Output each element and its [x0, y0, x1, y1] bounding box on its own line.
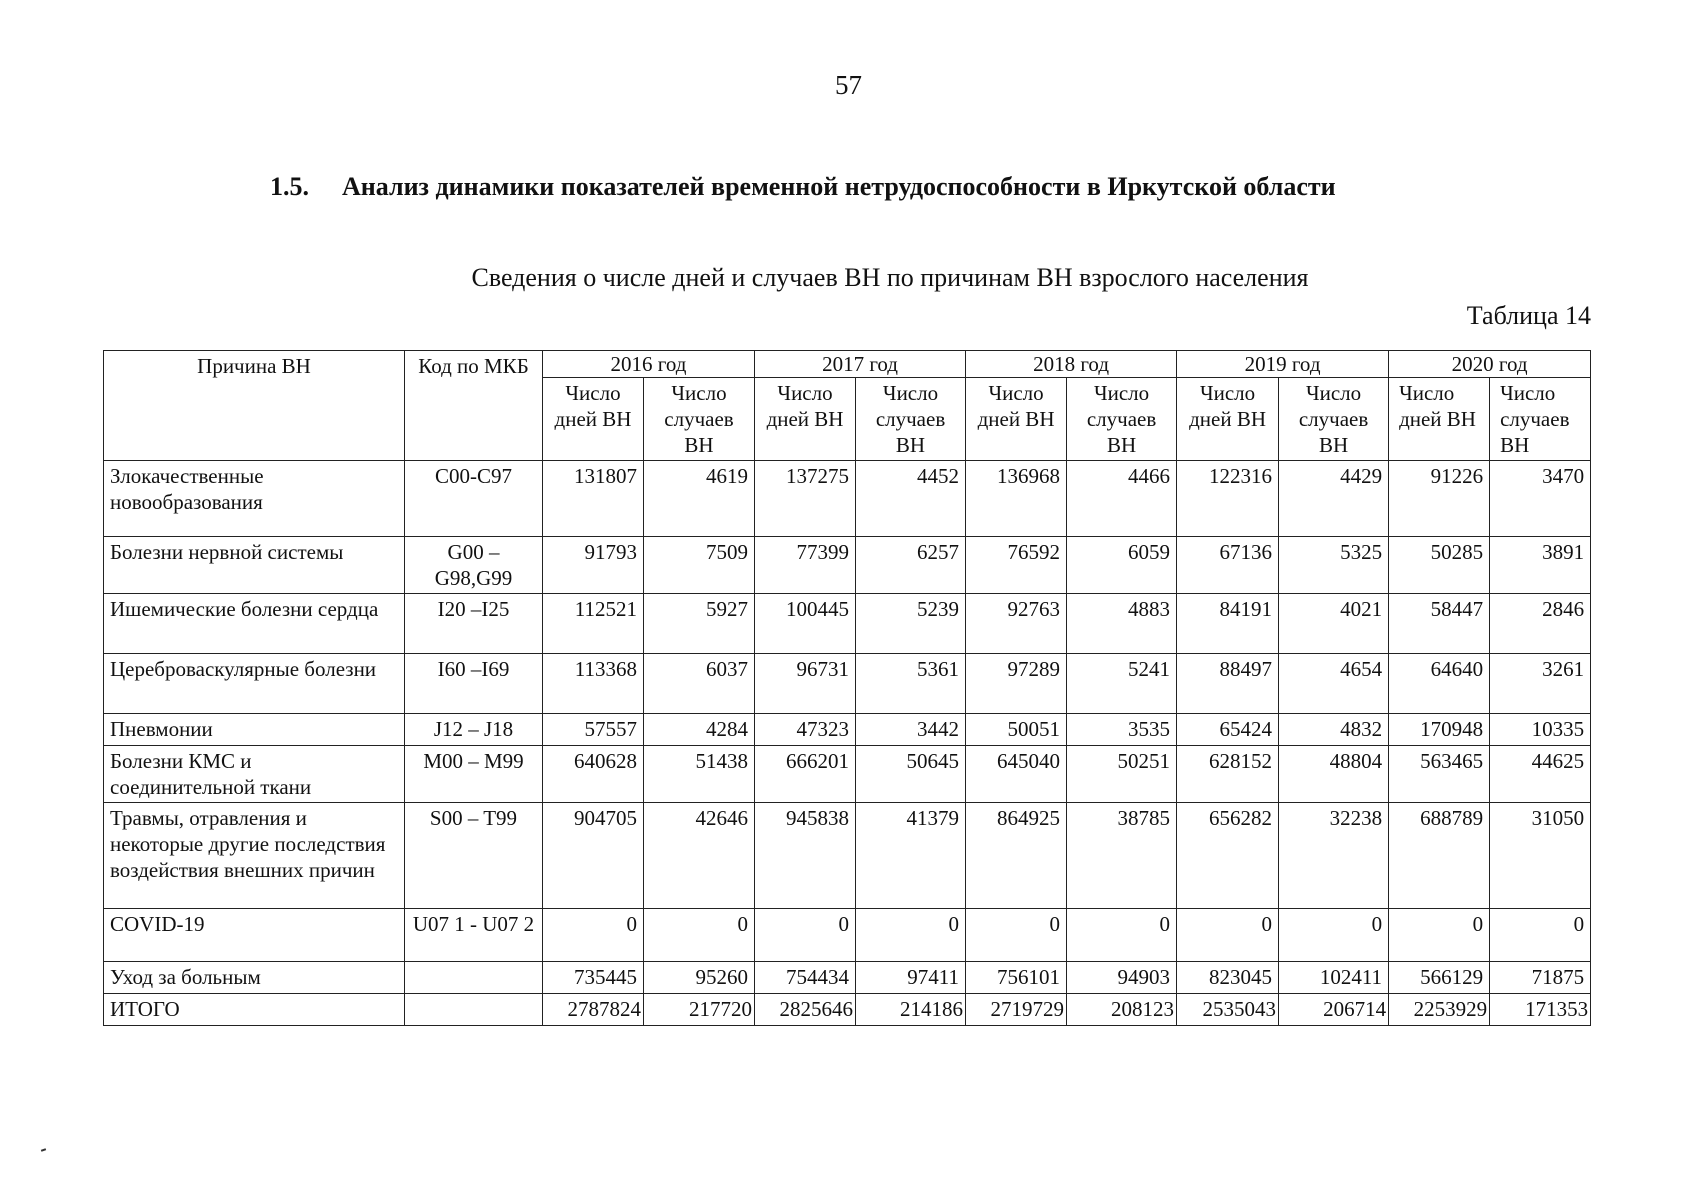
header-cases: Число случаев ВН — [1279, 378, 1389, 461]
table-row — [104, 461, 1591, 537]
cell-value: 735445 — [543, 962, 644, 994]
cell-value: 41379 — [856, 803, 966, 909]
cell-value: 688789 — [1389, 803, 1490, 909]
cell-value: 563465 — [1389, 746, 1490, 803]
cell-value: 645040 — [966, 746, 1067, 803]
cell-value: 65424 — [1177, 714, 1279, 746]
page-number: 57 — [835, 70, 862, 100]
cell-value: 6059 — [1067, 537, 1177, 594]
header-cases: Число случаев ВН — [1067, 378, 1177, 461]
table-row — [104, 962, 1591, 994]
section-title: Анализ динамики показателей временной нетрудоспособности в Иркутской области — [342, 172, 1336, 201]
cell-value: 666201 — [755, 746, 856, 803]
cell-code: I60 –I69 — [405, 654, 543, 714]
cell-value: 640628 — [543, 746, 644, 803]
section-heading — [270, 172, 1336, 202]
cell-value: 0 — [1067, 909, 1177, 962]
cell-value: 2846 — [1490, 594, 1591, 654]
cell-value: 4883 — [1067, 594, 1177, 654]
cell-value: 97289 — [966, 654, 1067, 714]
cell-value: 91226 — [1389, 461, 1490, 537]
cell-value: 3891 — [1490, 537, 1591, 594]
cell-value: 10335 — [1490, 714, 1591, 746]
cell-value: 3261 — [1490, 654, 1591, 714]
cell-value: 656282 — [1177, 803, 1279, 909]
cell-value: 823045 — [1177, 962, 1279, 994]
cell-value: 214186 — [856, 994, 966, 1026]
cell-value: 113368 — [543, 654, 644, 714]
cell-value: 0 — [1279, 909, 1389, 962]
cell-value: 64640 — [1389, 654, 1490, 714]
cell-value: 4654 — [1279, 654, 1389, 714]
cell-value: 51438 — [644, 746, 755, 803]
header-year: 2019 год — [1177, 351, 1389, 378]
cell-cause: Цереброваскулярные болезни — [104, 654, 405, 714]
cell-value: 628152 — [1177, 746, 1279, 803]
cell-value: 88497 — [1177, 654, 1279, 714]
table-label: Таблица 14 — [1466, 301, 1591, 330]
cell-value: 57557 — [543, 714, 644, 746]
scan-mark — [41, 1148, 46, 1152]
table-subtitle: Сведения о числе дней и случаев ВН по причинам ВН взрослого населения — [471, 263, 1309, 292]
cell-code — [405, 994, 543, 1026]
cell-value: 2719729 — [966, 994, 1067, 1026]
cell-value: 58447 — [1389, 594, 1490, 654]
cell-code: J12 – J18 — [405, 714, 543, 746]
cell-value: 3470 — [1490, 461, 1591, 537]
cell-value: 38785 — [1067, 803, 1177, 909]
disability-table — [103, 350, 1591, 1026]
header-days: Число дней ВН — [966, 378, 1067, 461]
cell-value: 32238 — [1279, 803, 1389, 909]
cell-value: 42646 — [644, 803, 755, 909]
cell-value: 864925 — [966, 803, 1067, 909]
cell-value: 4021 — [1279, 594, 1389, 654]
header-cases: Число случаев ВН — [1490, 378, 1591, 461]
table-row — [104, 909, 1591, 962]
cell-value: 44625 — [1490, 746, 1591, 803]
cell-value: 2787824 — [543, 994, 644, 1026]
cell-value: 5325 — [1279, 537, 1389, 594]
cell-value: 4619 — [644, 461, 755, 537]
cell-value: 6037 — [644, 654, 755, 714]
cell-value: 4429 — [1279, 461, 1389, 537]
cell-value: 97411 — [856, 962, 966, 994]
cell-value: 3535 — [1067, 714, 1177, 746]
cell-value: 0 — [755, 909, 856, 962]
cell-value: 5239 — [856, 594, 966, 654]
cell-code — [405, 962, 543, 994]
cell-value: 76592 — [966, 537, 1067, 594]
cell-code: S00 – T99 — [405, 803, 543, 909]
cell-code: U07 1 - U07 2 — [405, 909, 543, 962]
cell-value: 6257 — [856, 537, 966, 594]
cell-value: 67136 — [1177, 537, 1279, 594]
header-cause: Причина ВН — [104, 351, 405, 461]
cell-value: 2253929 — [1389, 994, 1490, 1026]
table-row — [104, 594, 1591, 654]
cell-value: 100445 — [755, 594, 856, 654]
cell-value: 0 — [1177, 909, 1279, 962]
cell-value: 0 — [543, 909, 644, 962]
cell-code: С00-С97 — [405, 461, 543, 537]
cell-cause: COVID-19 — [104, 909, 405, 962]
cell-value: 77399 — [755, 537, 856, 594]
table-row — [104, 537, 1591, 594]
header-icd-code: Код по МКБ — [405, 351, 543, 461]
table-row — [104, 654, 1591, 714]
cell-value: 96731 — [755, 654, 856, 714]
cell-value: 84191 — [1177, 594, 1279, 654]
header-row-years — [104, 351, 1591, 378]
header-cases: Число случаев ВН — [644, 378, 755, 461]
cell-value: 4452 — [856, 461, 966, 537]
cell-value: 0 — [1389, 909, 1490, 962]
cell-cause: Ишемические болезни сердца — [104, 594, 405, 654]
cell-value: 50645 — [856, 746, 966, 803]
cell-value: 5927 — [644, 594, 755, 654]
cell-value: 5241 — [1067, 654, 1177, 714]
cell-code: M00 – M99 — [405, 746, 543, 803]
cell-code: G00 – G98,G99 — [405, 537, 543, 594]
cell-value: 171353 — [1490, 994, 1591, 1026]
cell-cause: Уход за больным — [104, 962, 405, 994]
cell-value: 756101 — [966, 962, 1067, 994]
section-number: 1.5. — [270, 172, 309, 201]
table-row — [104, 746, 1591, 803]
cell-value: 945838 — [755, 803, 856, 909]
cell-value: 91793 — [543, 537, 644, 594]
cell-cause: ИТОГО — [104, 994, 405, 1026]
header-year: 2018 год — [966, 351, 1177, 378]
cell-value: 0 — [1490, 909, 1591, 962]
cell-value: 904705 — [543, 803, 644, 909]
cell-value: 566129 — [1389, 962, 1490, 994]
cell-cause: Болезни КМС и соединительной ткани — [104, 746, 405, 803]
cell-value: 0 — [966, 909, 1067, 962]
cell-value: 50285 — [1389, 537, 1490, 594]
cell-value: 3442 — [856, 714, 966, 746]
cell-value: 131807 — [543, 461, 644, 537]
cell-value: 50051 — [966, 714, 1067, 746]
cell-value: 48804 — [1279, 746, 1389, 803]
cell-cause: Травмы, отравления и некоторые другие последствия воздействия внешних причин — [104, 803, 405, 909]
header-cases: Число случаев ВН — [856, 378, 966, 461]
cell-value: 71875 — [1490, 962, 1591, 994]
header-days: Число дней ВН — [543, 378, 644, 461]
cell-value: 0 — [856, 909, 966, 962]
header-year: 2020 год — [1389, 351, 1591, 378]
cell-value: 4284 — [644, 714, 755, 746]
cell-value: 0 — [644, 909, 755, 962]
cell-value: 217720 — [644, 994, 755, 1026]
cell-value: 137275 — [755, 461, 856, 537]
cell-value: 4466 — [1067, 461, 1177, 537]
table-row — [104, 714, 1591, 746]
cell-value: 122316 — [1177, 461, 1279, 537]
cell-code: I20 –I25 — [405, 594, 543, 654]
cell-value: 92763 — [966, 594, 1067, 654]
header-days: Число дней ВН — [1389, 378, 1490, 461]
table-row — [104, 803, 1591, 909]
cell-value: 31050 — [1490, 803, 1591, 909]
cell-value: 50251 — [1067, 746, 1177, 803]
cell-value: 206714 — [1279, 994, 1389, 1026]
cell-value: 95260 — [644, 962, 755, 994]
cell-cause: Болезни нервной системы — [104, 537, 405, 594]
cell-value: 2825646 — [755, 994, 856, 1026]
cell-value: 208123 — [1067, 994, 1177, 1026]
table-row-total — [104, 994, 1591, 1026]
cell-value: 7509 — [644, 537, 755, 594]
header-year: 2016 год — [543, 351, 755, 378]
header-year: 2017 год — [755, 351, 966, 378]
cell-value: 94903 — [1067, 962, 1177, 994]
cell-value: 170948 — [1389, 714, 1490, 746]
cell-value: 47323 — [755, 714, 856, 746]
cell-value: 4832 — [1279, 714, 1389, 746]
cell-value: 136968 — [966, 461, 1067, 537]
cell-cause: Злокачественные новообразования — [104, 461, 405, 537]
cell-value: 754434 — [755, 962, 856, 994]
cell-value: 5361 — [856, 654, 966, 714]
cell-cause: Пневмонии — [104, 714, 405, 746]
header-days: Число дней ВН — [755, 378, 856, 461]
cell-value: 102411 — [1279, 962, 1389, 994]
cell-value: 2535043 — [1177, 994, 1279, 1026]
header-days: Число дней ВН — [1177, 378, 1279, 461]
cell-value: 112521 — [543, 594, 644, 654]
